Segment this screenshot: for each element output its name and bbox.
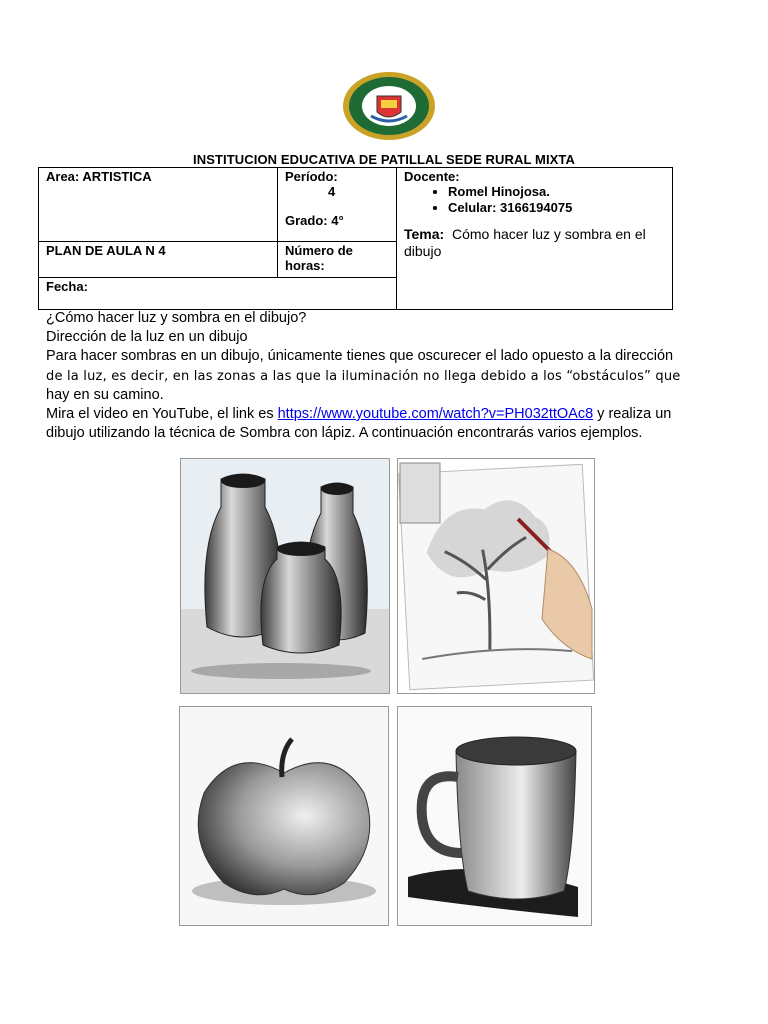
docente-label: Docente:	[404, 169, 460, 184]
area-label: Area: ARTISTICA	[46, 169, 152, 184]
youtube-link[interactable]: https://www.youtube.com/watch?v=PH032ttOAc8	[277, 406, 594, 423]
paragraph-2-line-1	[46, 405, 736, 424]
tree-drawing	[397, 458, 595, 694]
tema-block	[404, 226, 665, 260]
paragraph-1-line-3: hay en su camino.	[46, 386, 164, 403]
school-logo	[341, 70, 437, 142]
apple-drawing	[179, 706, 389, 926]
subtitle-line: Dirección de la luz en un dibujo	[46, 329, 248, 346]
fecha-cell	[39, 277, 397, 309]
cup-drawing	[397, 706, 592, 926]
grado-label: Grado: 4°	[285, 213, 344, 228]
plan-info-table	[38, 167, 673, 310]
area-cell	[39, 168, 278, 242]
question-line: ¿Cómo hacer luz y sombra en el dibujo?	[46, 310, 307, 326]
periodo-value: 4	[328, 184, 336, 199]
institution-title: INSTITUCION EDUCATIVA DE PATILLAL SEDE RURAL MIXTA	[193, 152, 575, 167]
paragraph-2-before: Mira el video en YouTube, el link es	[46, 406, 278, 423]
tema-label: Tema:	[404, 226, 445, 242]
plan-label: PLAN DE AULA N 4	[46, 242, 166, 258]
plan-cell	[39, 241, 278, 277]
periodo-cell	[278, 168, 397, 242]
paragraph-2-after: y realiza un	[593, 406, 672, 423]
horas-cell	[278, 241, 397, 277]
docente-cell	[397, 168, 673, 310]
tema-value: Cómo hacer luz y sombra en el dibujo	[404, 226, 646, 259]
docente-phone: • Celular: 3166194075	[448, 200, 665, 216]
fecha-label: Fecha:	[46, 278, 88, 294]
lesson-text	[46, 309, 736, 443]
periodo-label: Período:	[285, 169, 338, 184]
docente-list	[404, 184, 665, 216]
vases-drawing	[180, 458, 390, 694]
docente-name: • Romel Hinojosa.	[448, 184, 665, 200]
paragraph-2-line-2: dibujo utilizando la técnica de Sombra con lápiz. A continuación encontrarás varios ejemplos.	[46, 425, 643, 442]
paragraph-1-line-1: Para hacer sombras en un dibujo, únicamente tienes que oscurecer el lado opuesto a la dirección	[46, 348, 674, 365]
paragraph-1-line-2: de la luz, es decir, en las zonas a las que la iluminación no llega debido a los “obstáculos” que	[46, 368, 681, 384]
horas-label: Número de horas:	[285, 242, 353, 273]
